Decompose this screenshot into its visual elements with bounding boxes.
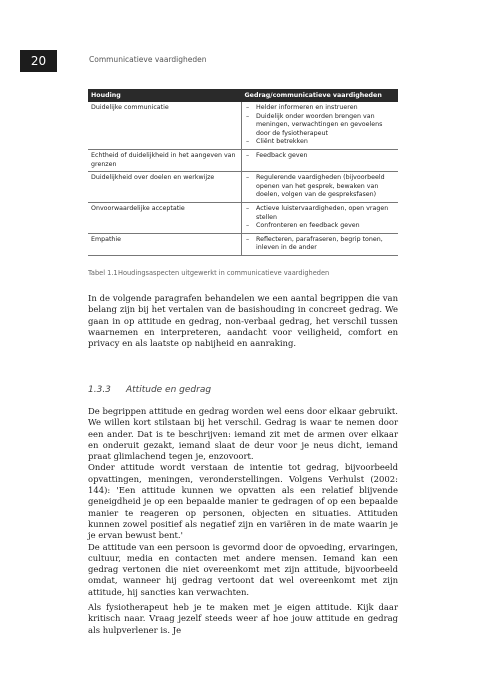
closing-paragraph <box>88 602 398 636</box>
paragraph: In de volgende paragrafen behandelen we een aantal begrippen die van belang zijn bij het vertalen van de basishouding in concreet gedrag. We gaan in op attitude en gedrag, non-verbaal gedrag, het verschil tussen waarnemen en interpreteren, aandacht voor veiligheid, comfort en privacy en als laatste op nabijheid en aanraking. <box>88 293 398 349</box>
caption-text: Houdingsaspecten uitgewerkt in communicatieve vaardigheden <box>118 269 330 277</box>
attitude-cell: Empathie <box>88 233 242 255</box>
list-item: – Feedback geven <box>245 152 395 161</box>
skills-cell <box>242 149 399 171</box>
table-row <box>88 233 398 255</box>
list-item: – Actieve luistervaardigheden, open vragen stellen <box>245 205 395 222</box>
list-item: – Reflecteren, parafraseren, begrip tonen, inleven in de ander <box>245 236 395 253</box>
intro-paragraph <box>88 293 398 349</box>
skills-cell <box>242 233 399 255</box>
running-title: Communicatieve vaardigheden <box>89 55 207 64</box>
table-row <box>88 202 398 233</box>
skills-cell <box>242 172 399 203</box>
skills-list <box>245 152 395 161</box>
skills-list <box>245 236 395 253</box>
caption-label: Tabel 1.1 <box>88 269 118 277</box>
column-header-skills: Gedrag/communicatieve vaardigheden <box>242 89 399 102</box>
section-number: 1.3.3 <box>88 385 111 395</box>
table-row <box>88 172 398 203</box>
table-header-row <box>88 89 398 102</box>
table-row <box>88 102 398 149</box>
skills-list <box>245 174 395 200</box>
skills-cell <box>242 102 399 149</box>
paragraph: Als fysiotherapeut heb je te maken met je eigen attitude. Kijk daar kritisch naar. Vraag jezelf steeds weer af hoe jouw attitude en gedrag als hulpverlener is. Je <box>88 602 398 635</box>
table-caption <box>88 269 329 277</box>
list-item: – Duidelijk onder woorden brengen van meningen, verwachtingen en gevoelens door de fysiotherapeut <box>245 113 395 139</box>
section-heading <box>88 385 211 395</box>
attitude-cell: Onvoorwaardelijke acceptatie <box>88 202 242 233</box>
attitude-skills-table <box>88 89 398 256</box>
column-header-attitude: Houding <box>88 89 242 102</box>
paragraph: De attitude van een persoon is gevormd door de opvoeding, ervaringen, cultuur, media en contacten met andere mensen. Iemand kan een gedrag vertonen die niet overeenkomt met zijn attitude, bijvoorbeeld omdat, wanneer hij gedrag vertoont dat wel overeenkomt met zijn attitude, hij sancties kan verwachten. <box>88 541 398 597</box>
page-number: 20 <box>20 50 57 72</box>
section-title: Attitude en gedrag <box>126 385 212 395</box>
skills-list <box>245 104 395 147</box>
paragraph: Onder attitude wordt verstaan de intentie tot gedrag, bijvoorbeeld opvattingen, meningen, veronderstellingen. Volgens Verhulst (2002: 144): 'Een attitude kunnen we opvatten als een relatief blijvende geneigdheid je op een bepaalde manier te gedragen of op een bepaalde manier te reageren op personen, objecten en situaties. Attituden kunnen zowel positief als negatief zijn en variëren in de mate waarin je je ervan bewust bent.' <box>88 462 398 541</box>
skills-list <box>245 205 395 231</box>
list-item: – Cliënt betrekken <box>245 138 395 147</box>
attitude-cell: Echtheid of duidelijkheid in het aangeven van grenzen <box>88 149 242 171</box>
list-item: – Helder informeren en instrueren <box>245 104 395 113</box>
attitude-cell: Duidelijkheid over doelen en werkwijze <box>88 172 242 203</box>
skills-cell <box>242 202 399 233</box>
paragraph: De begrippen attitude en gedrag worden wel eens door elkaar gebruikt. We willen kort stilstaan bij het verschil. Gedrag is waar te nemen door een ander. Dat is te beschrijven: iemand zit met de armen over elkaar en onderuit gezakt, iemand slaat de deur voor je neus dicht, iemand praat glimlachend tegen je, enzovoort. <box>88 406 398 462</box>
section-body <box>88 406 398 598</box>
list-item: – Regulerende vaardigheden (bijvoorbeeld openen van het gesprek, bewaken van doelen, volgen van de gespreksfasen) <box>245 174 395 200</box>
table-row <box>88 149 398 171</box>
list-item: – Confronteren en feedback geven <box>245 222 395 231</box>
attitude-cell: Duidelijke communicatie <box>88 102 242 149</box>
